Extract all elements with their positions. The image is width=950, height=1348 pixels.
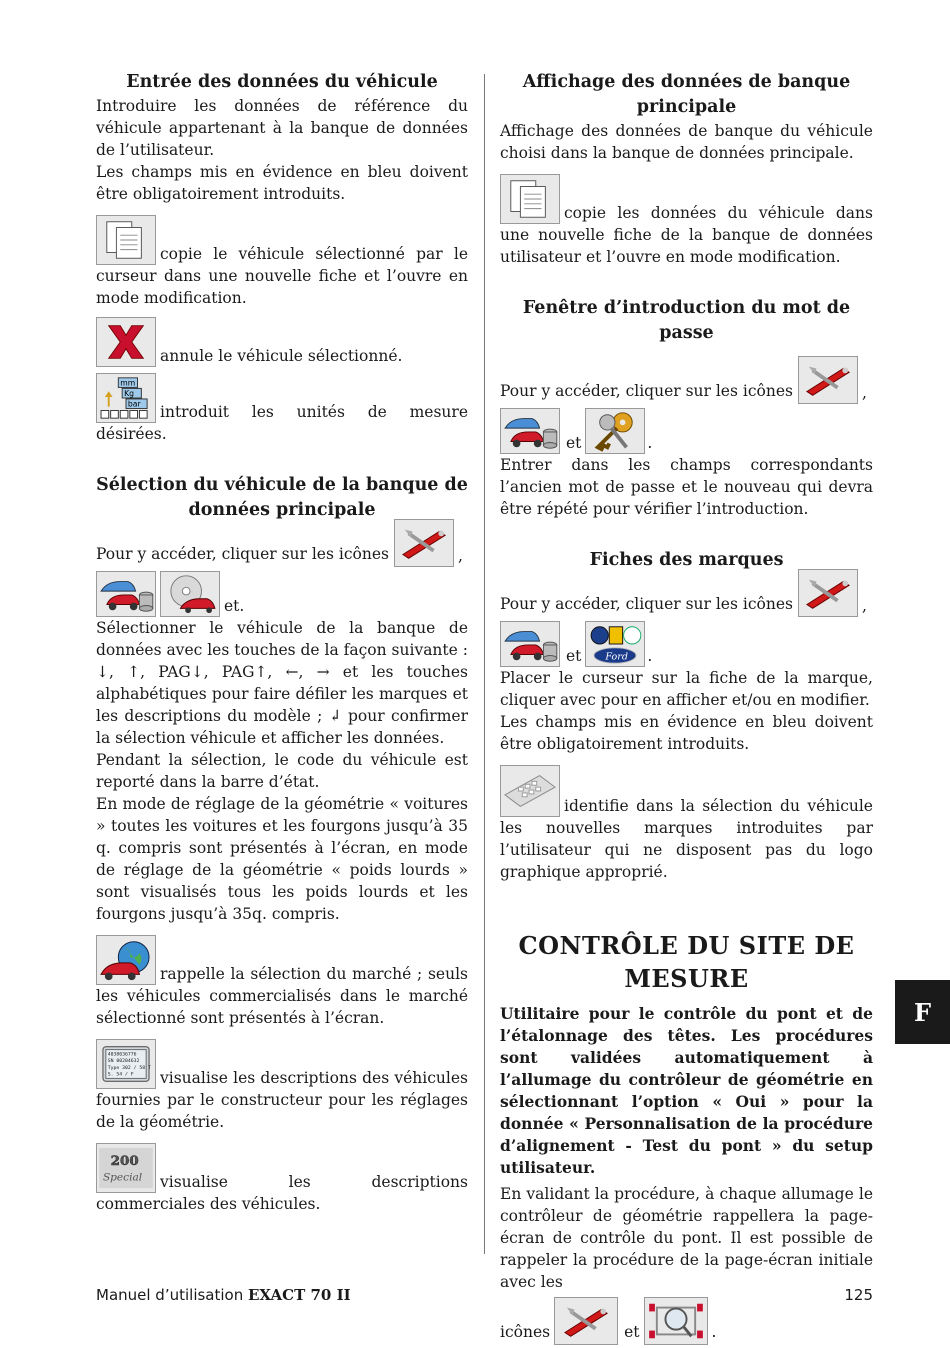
manufacturer-desc-description: visualise les descriptions des véhicules fournies par le constructeur pour les réglages de la géométrie. bbox=[96, 1069, 468, 1131]
icons-text: icônes bbox=[500, 1323, 551, 1341]
paragraph-copy-data bbox=[500, 174, 873, 268]
cd-vehicle-icon[interactable] bbox=[160, 571, 220, 617]
vehicle-database-icon[interactable] bbox=[500, 621, 560, 667]
paragraph: Sélectionner le véhicule de la banque de données avec les touches de la façon suivante : bbox=[96, 619, 468, 659]
paragraph-copy bbox=[96, 215, 468, 309]
section-title-vehicle-entry: Entrée des données du véhicule bbox=[126, 72, 438, 92]
access-text: Pour y accéder, cliquer sur les icônes bbox=[500, 595, 793, 613]
paragraph: Pendant la sélection, le code du véhicule est reporté dans la barre d’état. bbox=[96, 751, 468, 791]
paragraph-identify bbox=[500, 765, 873, 883]
access-text: Pour y accéder, cliquer sur les icônes bbox=[96, 545, 389, 563]
paragraph: En validant la procédure, à chaque allumage le contrôleur de géométrie rappellera la page-écran de contrôle du pont. Il est possible de rappeler la procédure de la page-écran initiale avec les bbox=[500, 1185, 873, 1291]
access-row: Pour y accéder, cliquer sur les icônes , bbox=[500, 569, 873, 617]
left-column bbox=[96, 70, 468, 1215]
brand-logos-icon[interactable] bbox=[585, 621, 645, 667]
units-icon[interactable] bbox=[96, 373, 156, 423]
paragraph: Les champs mis en évidence en bleu doivent être obligatoirement introduits. bbox=[500, 713, 873, 753]
copy-icon[interactable] bbox=[500, 174, 560, 224]
paragraph-commercial-desc bbox=[96, 1143, 468, 1215]
and-text: et bbox=[224, 597, 240, 615]
paragraph-keys: ↓, ↑, PAG↓, PAG↑, ←, → et les touches alphabétiques pour faire défiler les marques et les descriptions du modèle ; ↲ pour confirmer la sélection véhicule et afficher les données. bbox=[96, 663, 468, 747]
keyboard-icon[interactable] bbox=[500, 765, 560, 817]
commercial-badge-icon[interactable] bbox=[96, 1143, 156, 1193]
market-description: rappelle la sélection du marché ; seuls les véhicules commercialisés dans le marché sélectionné sont présentés à l’écran. bbox=[96, 965, 468, 1027]
access-row: Pour y accéder, cliquer sur les icônes , bbox=[500, 356, 873, 404]
right-column bbox=[500, 70, 873, 1345]
cancel-x-icon[interactable] bbox=[96, 317, 156, 367]
icons-row bbox=[500, 1297, 873, 1345]
copy-icon[interactable] bbox=[96, 215, 156, 265]
units-kg-label: Kg bbox=[124, 389, 134, 399]
commercial-desc-description: visualise les descriptions commerciales des véhicules. bbox=[96, 1173, 468, 1213]
paragraph-units bbox=[96, 373, 468, 445]
and-text: et bbox=[566, 434, 582, 452]
page-footer bbox=[96, 1286, 873, 1304]
access-row: Pour y accéder, cliquer sur les icônes , bbox=[96, 519, 468, 567]
section-title-main-db-selection: Sélection du véhicule de la banque de données principale bbox=[96, 475, 468, 520]
vehicle-database-icon[interactable] bbox=[96, 571, 156, 617]
access-row-2: et Ford . bbox=[500, 621, 873, 667]
paragraph-manufacturer-desc bbox=[96, 1039, 468, 1133]
access-row-2: et . bbox=[500, 408, 873, 454]
tools-icon[interactable] bbox=[394, 519, 454, 567]
paragraph: Les champs mis en évidence en bleu doivent être obligatoirement introduits. bbox=[96, 163, 468, 203]
footer-manual bbox=[96, 1286, 351, 1304]
paragraph-market bbox=[96, 935, 468, 1029]
lift-inspection-icon[interactable] bbox=[644, 1297, 708, 1345]
badge-word: Special bbox=[102, 1171, 143, 1184]
footer-product: EXACT 70 II bbox=[248, 1286, 351, 1304]
access-text: Pour y accéder, cliquer sur les icônes bbox=[500, 382, 793, 400]
ford-label: Ford bbox=[605, 651, 629, 663]
and-text: et bbox=[566, 647, 582, 665]
paragraph-cancel bbox=[96, 317, 468, 367]
section-title-password: Fenêtre d’introduction du mot de passe bbox=[522, 298, 851, 343]
section-title-brands: Fiches des marques bbox=[589, 550, 784, 570]
copy-data-description: copie les données du véhicule dans une nouvelle fiche de la banque de données utilisateur et l’ouvre en mode modification. bbox=[500, 204, 873, 266]
paragraph: En mode de réglage de la géométrie « voitures » toutes les voitures et les fourgons jusqu’à 35 q. compris sont présentés à l’écran, en mode de réglage de la géométrie « poids lourds » sont visualisés tous les poids lourds et les fourgons jusqu’à 35q. compris. bbox=[96, 795, 468, 923]
section-title-main-db-display: Affichage des données de banque principale bbox=[522, 72, 851, 117]
plate-line-4: S. 54 / F bbox=[107, 1072, 134, 1078]
vehicle-database-icon[interactable] bbox=[500, 408, 560, 454]
paragraph: Affichage des données de banque du véhicule choisi dans la banque de données principale. bbox=[500, 122, 873, 162]
tools-icon[interactable] bbox=[798, 569, 858, 617]
units-description: introduit les unités de mesure désirées. bbox=[96, 403, 468, 443]
market-globe-icon[interactable] bbox=[96, 935, 156, 985]
identify-description: identifie dans la sélection du véhicule les nouvelles marques introduites par l’utilisateur qui ne disposent pas du logo graphique approprié. bbox=[500, 797, 873, 881]
chapter-title: CONTRÔLE DU SITE DE MESURE bbox=[518, 931, 855, 993]
tools-icon[interactable] bbox=[798, 356, 858, 404]
paragraph-bold: Utilitaire pour le contrôle du pont et de l’étalonnage des têtes. Les procédures sont validées automatiquement à l’allumage du contrôleur de géométrie en sélectionnant l’option « Oui » pour la donnée « Personnalisation de la procédure d’alignement - Test du pont » du setup utilisateur. bbox=[500, 1004, 873, 1177]
keys-icon[interactable] bbox=[585, 408, 645, 454]
badge-number: 200 bbox=[110, 1153, 139, 1170]
section-tab: F bbox=[895, 980, 950, 1044]
page-number: 125 bbox=[844, 1286, 873, 1304]
footer-manual-text: Manuel d’utilisation bbox=[96, 1286, 248, 1304]
paragraph: Entrer dans les champs correspondants l’ancien mot de passe et le nouveau qui devra être répété pour vérifier l’introduction. bbox=[500, 456, 873, 518]
and-text: et bbox=[624, 1323, 640, 1341]
units-mm-label: mm bbox=[120, 378, 136, 388]
column-divider bbox=[484, 74, 485, 1254]
paragraph: Placer le curseur sur la fiche de la marque, cliquer avec pour en afficher et/ou en modifier. bbox=[500, 669, 873, 709]
units-bar-label: bar bbox=[127, 399, 141, 409]
plate-line-2: SN 00204632 bbox=[107, 1059, 140, 1065]
plate-line-1: 4038036776 bbox=[107, 1052, 137, 1058]
paragraph: Introduire les données de référence du véhicule appartenant à la banque de données de l’utilisateur. bbox=[96, 97, 468, 159]
tools-icon[interactable] bbox=[554, 1297, 618, 1345]
plate-line-3: Type 302 / 58 T bbox=[107, 1065, 151, 1071]
access-row-2: et . bbox=[96, 571, 468, 617]
end-dot: . bbox=[711, 1323, 717, 1341]
copy-description: copie le véhicule sélectionné par le curseur dans une nouvelle fiche et l’ouvre en mode modification. bbox=[96, 245, 468, 307]
vehicle-plate-icon[interactable] bbox=[96, 1039, 156, 1089]
cancel-description: annule le véhicule sélectionné. bbox=[160, 347, 403, 365]
